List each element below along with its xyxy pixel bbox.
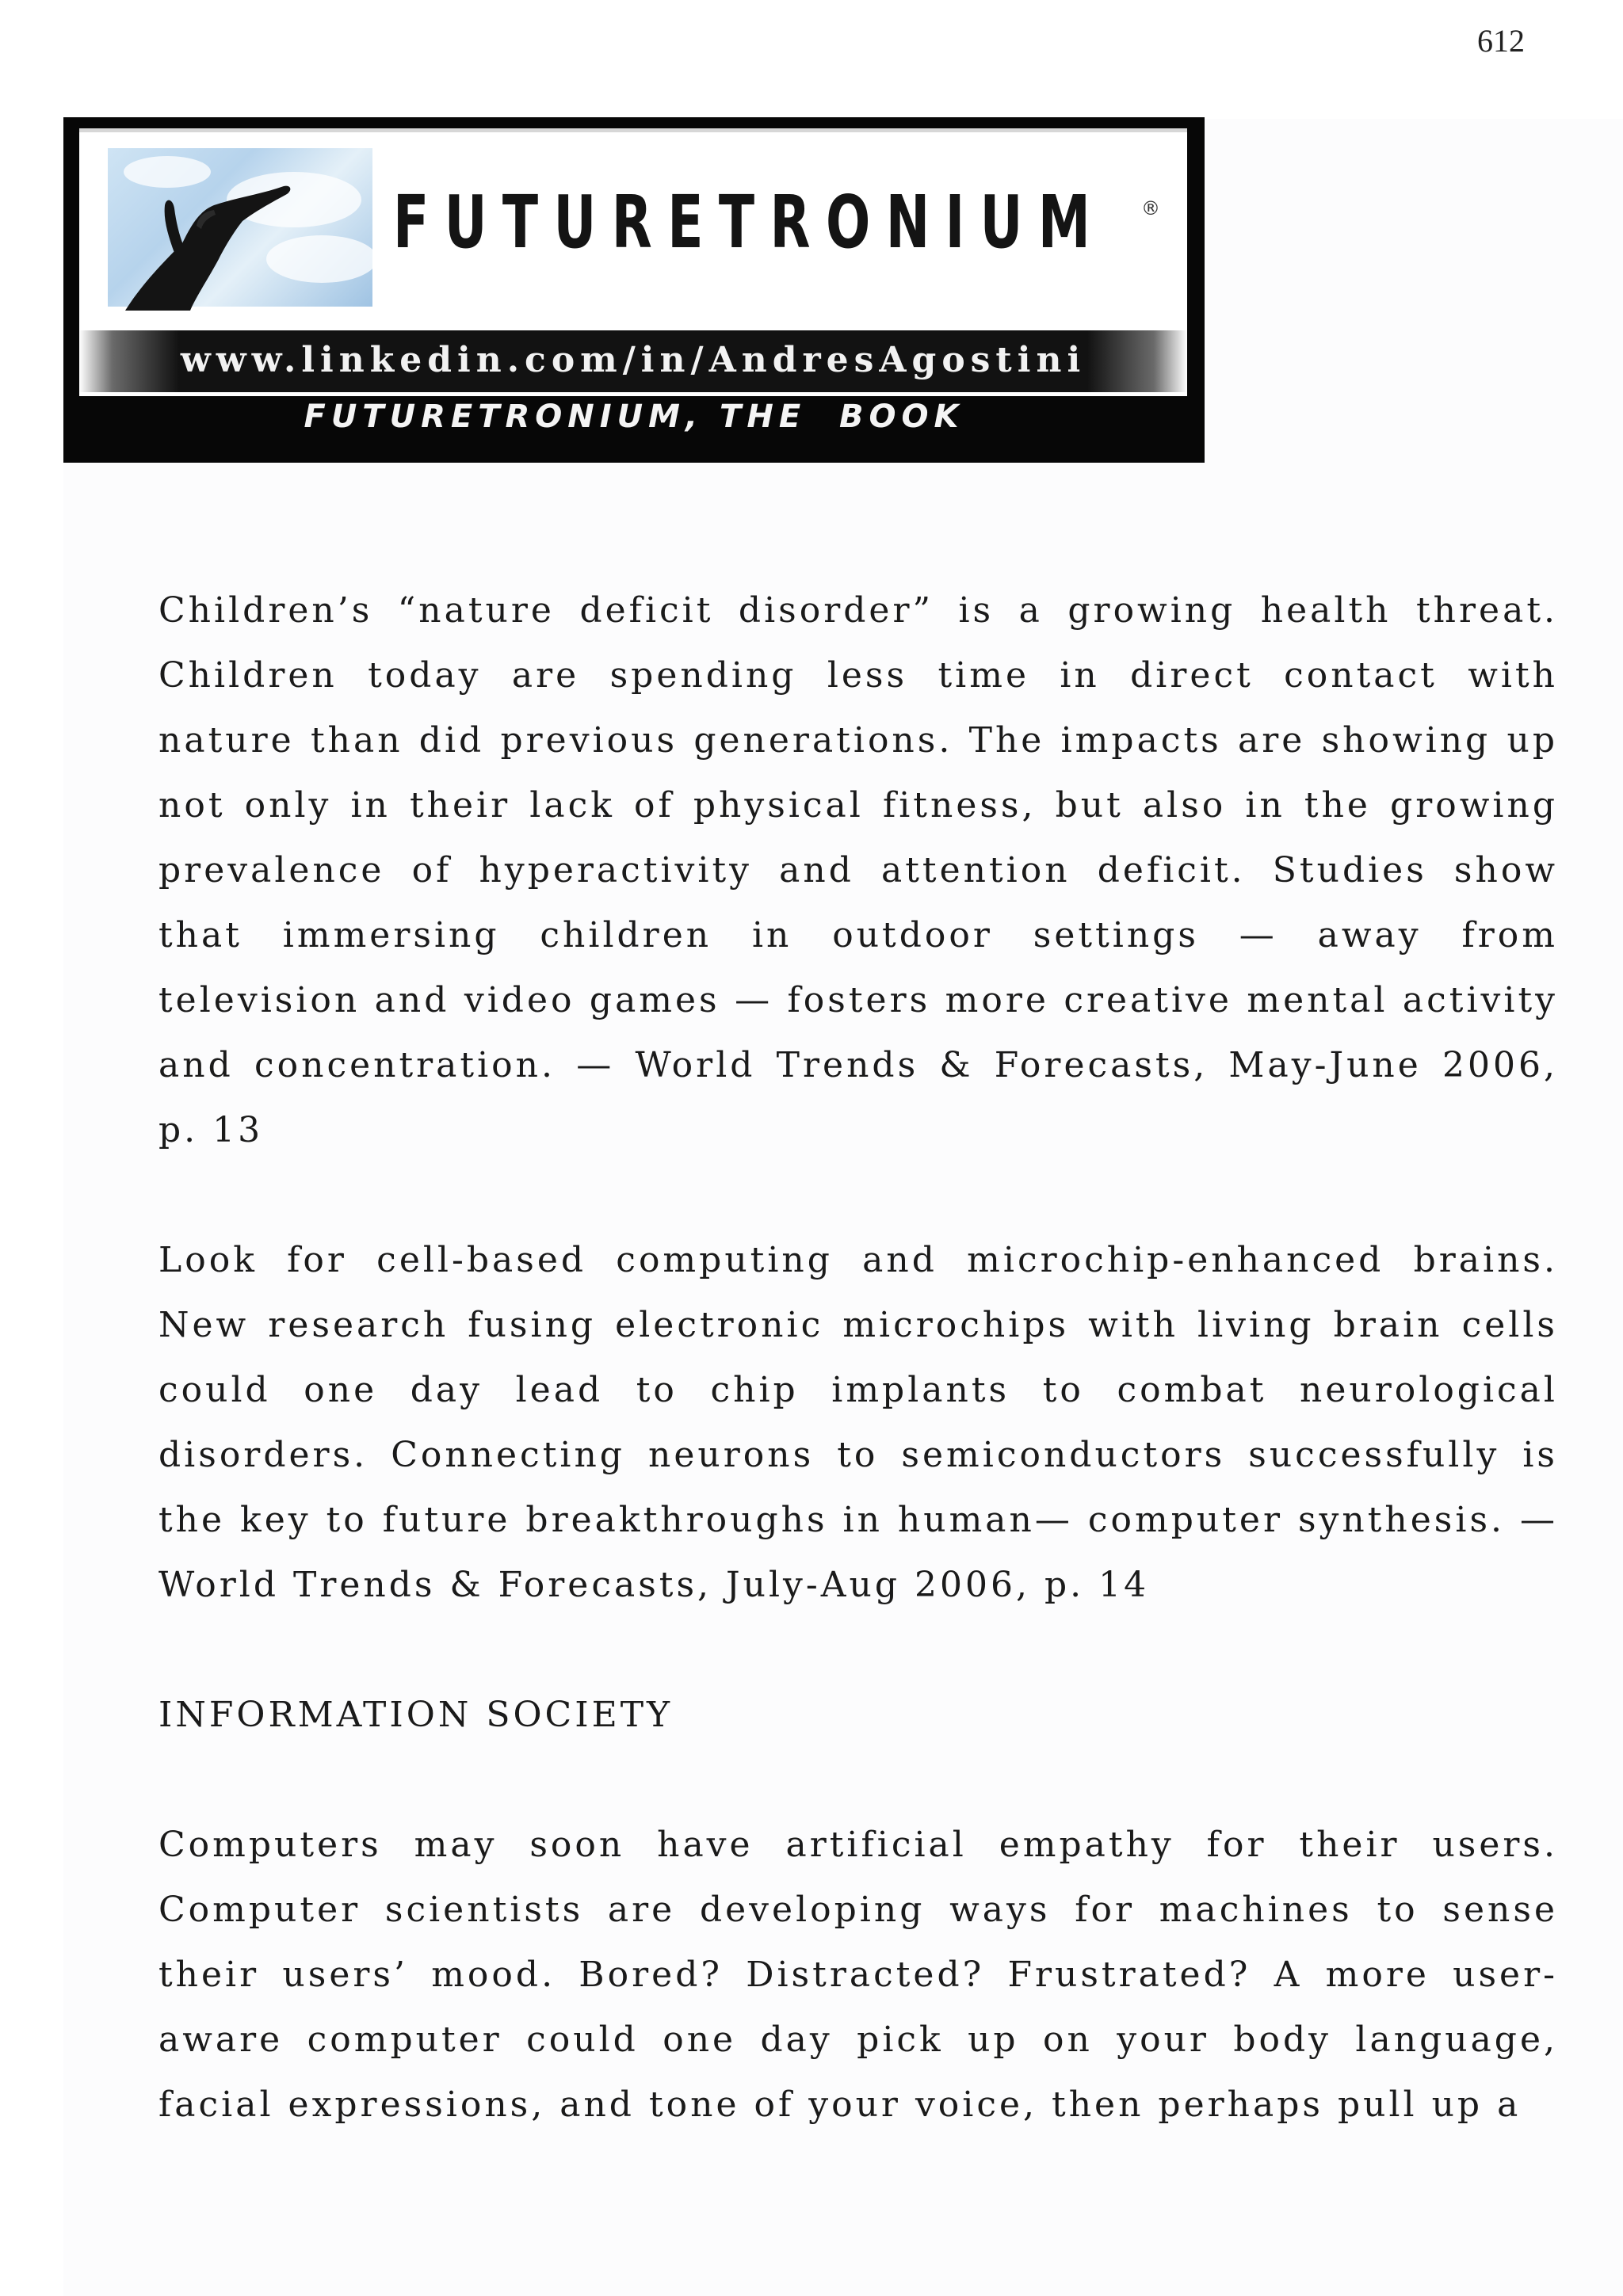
banner-white-panel <box>79 128 1187 396</box>
futuretronium-banner <box>63 117 1205 463</box>
page-number: 612 <box>1477 23 1525 59</box>
registered-mark: ® <box>1141 197 1160 219</box>
section-heading: INFORMATION SOCIETY <box>158 1695 674 1735</box>
paragraph: Children’s “nature deficit disorder” is a growing health threat. Children today are spending less time in direct contact with nature than did previous generations. The impacts are showing up not only in their lack of physical fitness, but also in the growing prevalence of hyperactivity and attention deficit. Studies show that immersing children in outdoor settings — away from television and video games — fosters more creative mental activity and concentration. — World Trends & Forecasts, May-June 2006, p. 13 <box>158 590 1558 1150</box>
paragraph: Computers may soon have artificial empathy for their users. Computer scientists are developing ways for machines to sense their users’ mood. Bored? Distracted? Frustrated? A more user-aware computer could one day pick up on your body language, facial expressions, and tone of your voice, then perhaps pull up a <box>158 1825 1558 2125</box>
page-content <box>158 578 1558 2203</box>
brand-logo-text: FUTURETRONIUM <box>393 180 1106 265</box>
paragraph: Look for cell-based computing and microchip-enhanced brains. New research fusing electronic microchips with living brain cells could one day lead to chip implants to combat neurological disorders. Connecting neurons to semiconductors successfully is the key to future breakthroughs in human— computer synthesis. — World Trends & Forecasts, July-Aug 2006, p. 14 <box>158 1240 1558 1605</box>
reaching-hand-icon <box>79 132 396 322</box>
banner-url: www.linkedin.com/in/AndresAgostini <box>180 340 1086 380</box>
book-title: FUTURETRONIUM, THE BOOK <box>304 399 964 435</box>
